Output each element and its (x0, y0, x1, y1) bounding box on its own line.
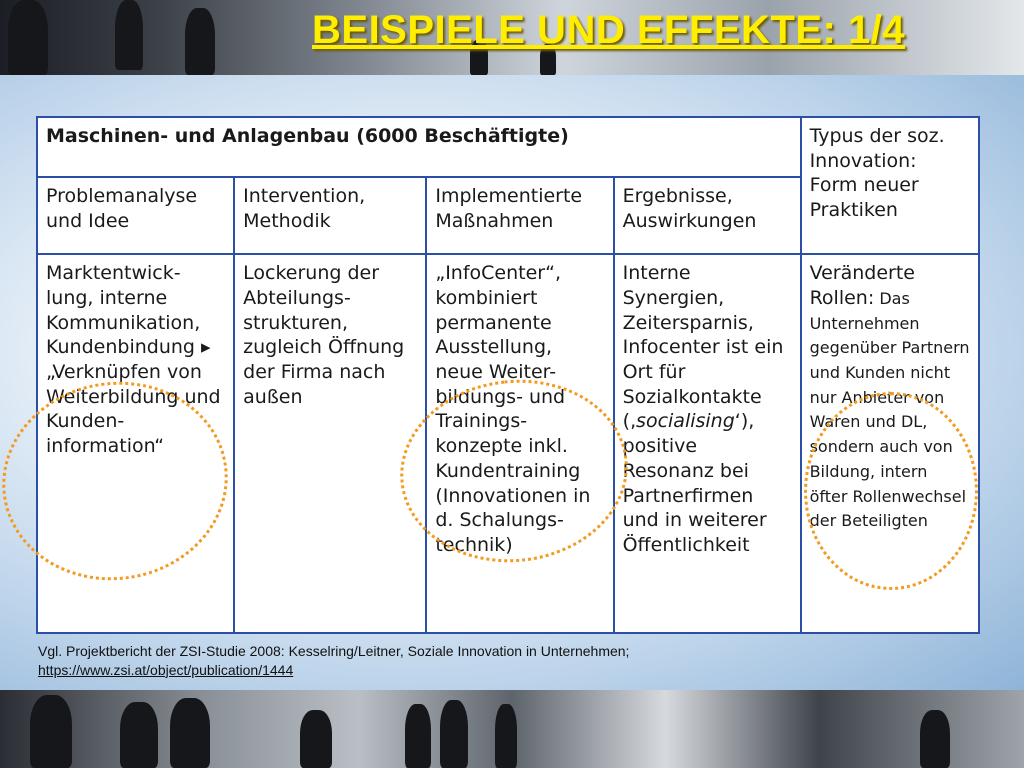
slide-title: BEISPIELE UND EFFEKTE: 1/4 (312, 8, 906, 52)
silhouette-figure (120, 702, 158, 768)
source-citation (38, 642, 629, 680)
source-link[interactable]: https://www.zsi.at/object/publication/1444 (38, 661, 294, 678)
column-header-massnahmen: Implementierte Maßnahmen (426, 177, 613, 254)
silhouette-figure (30, 695, 72, 768)
rollen-lead: Veränderte Rollen: (809, 262, 915, 310)
silhouette-figure (495, 704, 517, 768)
ergebnisse-text-1: Interne Synergien, Zeitersparnis, Infocenter ist ein Ort für Sozialkontakte (‚ (622, 262, 784, 433)
source-text: Vgl. Projektbericht der ZSI-Studie 2008: Kesselring/Leitner, Soziale Innovation in Unternehmen; (38, 643, 630, 659)
ergebnisse-text-2: ‘), positive Resonanz bei Partnerfirmen und in weiterer Öffentlichkeit (622, 410, 767, 556)
column-header-ergebnisse: Ergebnisse, Auswirkungen (614, 177, 801, 254)
table-header-cell (37, 117, 801, 177)
silhouette-figure (115, 0, 143, 70)
bottom-photo-band (0, 690, 1024, 768)
silhouette-figure (170, 698, 210, 768)
silhouette-figure (185, 8, 215, 75)
highlight-circle-right (804, 392, 978, 590)
silhouette-figure (440, 700, 468, 768)
cell-intervention: Lockerung der Abteilungs-strukturen, zugleich Öffnung der Firma nach außen (234, 254, 426, 633)
ergebnisse-italic: socialising (636, 410, 735, 433)
cell-massnahmen: „InfoCenter“, kombiniert permanente Ausstellung, neue Weiter-bildungs- und Trainings-konzepte inkl. Kundentraining (Innovationen in d. Schalungs-technik) (426, 254, 613, 633)
silhouette-figure (920, 710, 950, 768)
silhouette-figure (405, 704, 431, 768)
cell-ergebnisse (614, 254, 801, 633)
silhouette-figure (8, 0, 48, 75)
silhouette-figure (300, 710, 332, 768)
column-header-intervention: Intervention, Methodik (234, 177, 426, 254)
rollen-text: Das Unternehmen gegenüber Partnern und Kunden nicht nur Anbieter von Waren und DL, sondern auch von Bildung, intern öfter Rollenwechsel der Beteiligten (809, 289, 970, 531)
cell-problemanalyse: Marktentwick-lung, interne Kommunikation, Kundenbindung ▸ „Verknüpfen von Weiterbildung und Kunden-information“ (37, 254, 234, 633)
column-header-problemanalyse: Problemanalyse und Idee (37, 177, 234, 254)
typus-cell: Typus der soz. Innovation: Form neuer Praktiken (801, 117, 979, 254)
table-header-row (37, 117, 979, 177)
table-header-text: Maschinen- und Anlagenbau (6000 Beschäftigte) (46, 125, 569, 147)
